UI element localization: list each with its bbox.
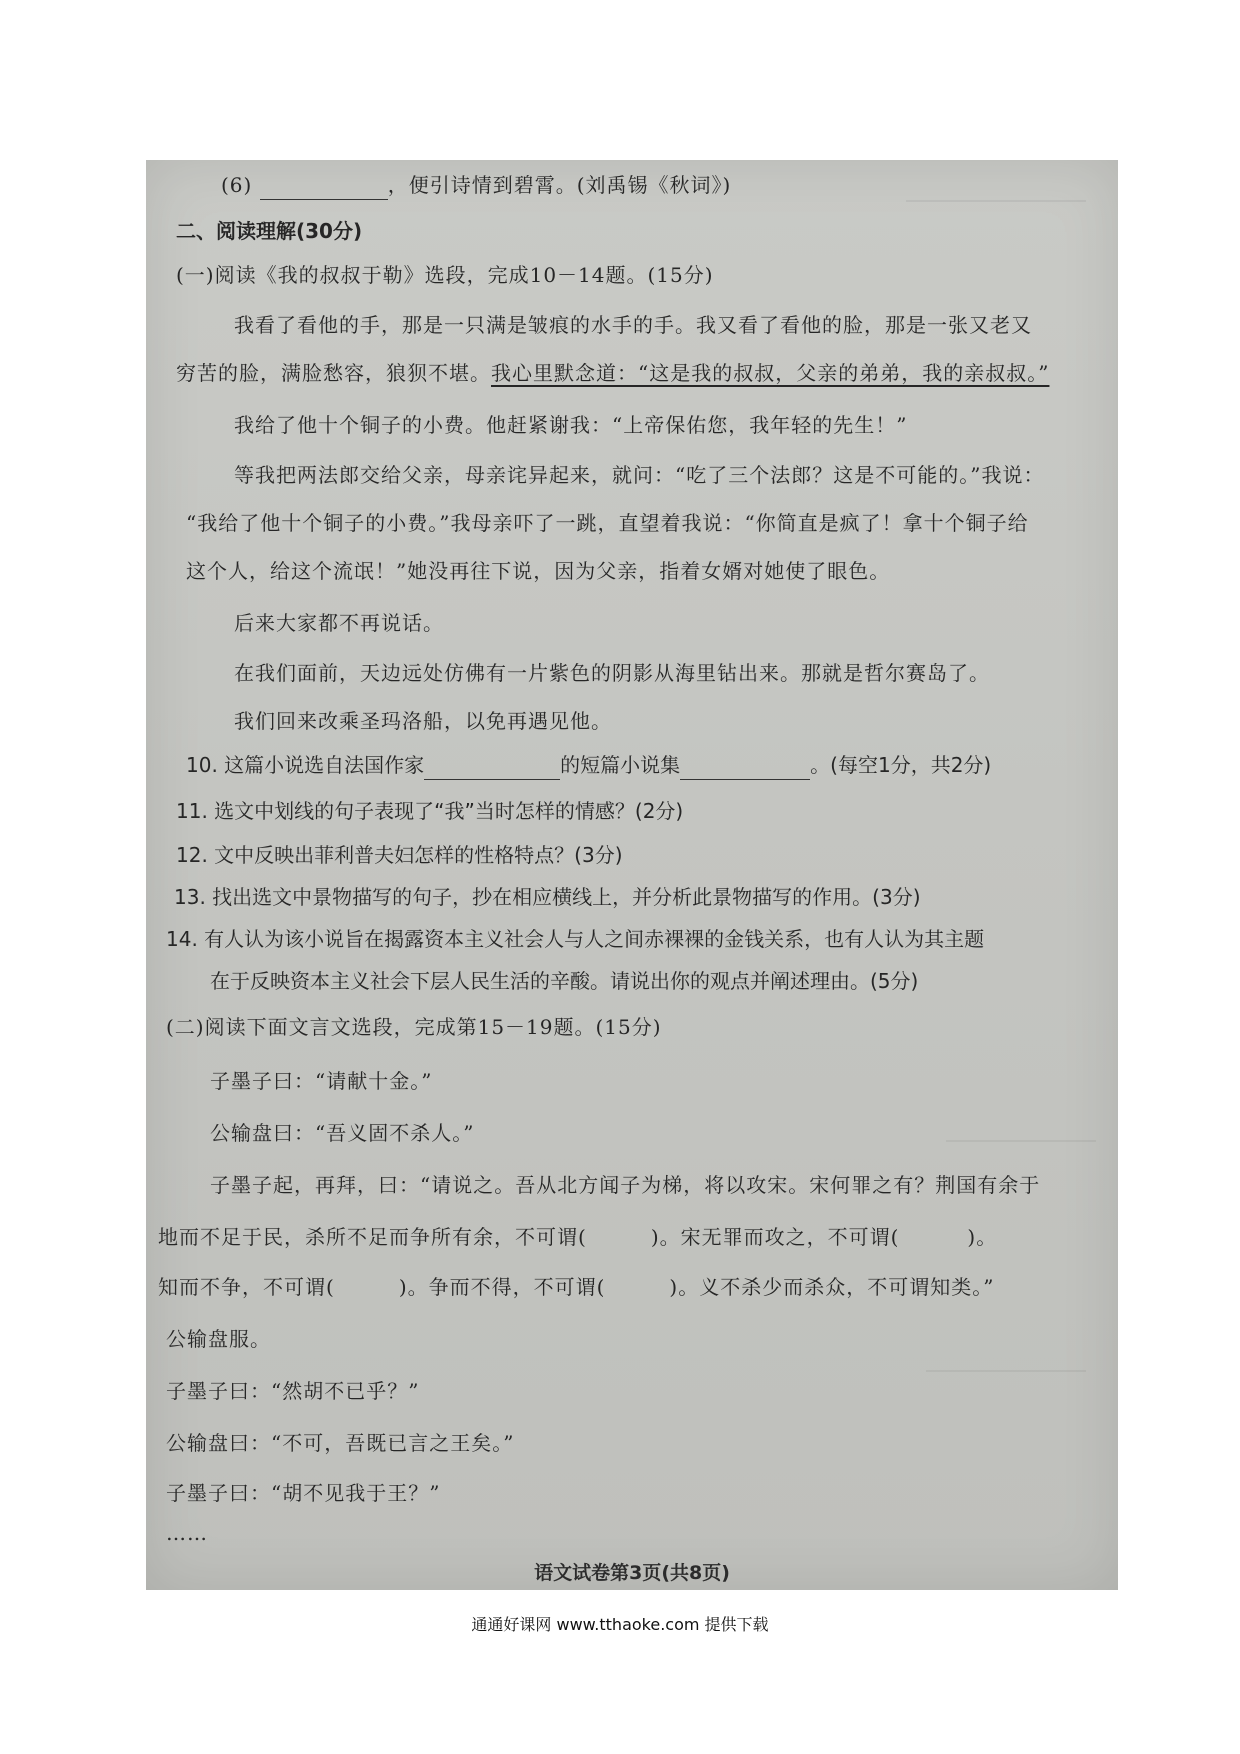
passage-para-3a: 等我把两法郎交给父亲，母亲诧异起来，就问：“吃了三个法郎？这是不可能的。”我说： (234, 463, 1045, 487)
question-13: 13. 找出选文中景物描写的句子，抄在相应横线上，并分析此景物描写的作用。(3分) (174, 885, 921, 909)
passage-para-2: 我给了他十个铜子的小费。他赶紧谢我：“上帝保佑您，我年轻的先生！” (234, 413, 908, 437)
answer-blank (260, 175, 388, 200)
question-6: (6) ，便引诗情到碧霄。(刘禹锡《秋词》) (221, 170, 731, 200)
question-10: 10. 这篇小说选自法国作家 的短篇小说集 。(每空1分，共2分) (186, 750, 991, 780)
question-11: 11. 选文中划线的句子表现了“我”当时怎样的情感？(2分) (176, 799, 684, 823)
ellipsis: …… (166, 1521, 208, 1545)
download-credit: 通通好课网 www.tthaoke.com 提供下载 (471, 1615, 769, 1634)
passage-para-1a: 我看了看他的手，那是一只满是皱痕的水手的手。我又看了看他的脸，那是一张又老又 (234, 313, 1032, 337)
section-heading-reading: 二、阅读理解(30分) (176, 219, 363, 243)
passage-para-5: 在我们面前，天边远处仿佛有一片紫色的阴影从海里钻出来。那就是哲尔赛岛了。 (234, 661, 990, 685)
classical-line-2: 公输盘曰：“吾义固不杀人。” (210, 1121, 475, 1145)
classical-line-3b: 地而不足于民，杀所不足而争所有余，不可谓( )。宋无罪而攻之，不可谓( )。 (158, 1225, 998, 1249)
classical-line-7: 子墨子曰：“胡不见我于王？” (166, 1481, 441, 1505)
classical-line-3a: 子墨子起，再拜，曰：“请说之。吾从北方闻子为梯，将以攻宋。宋何罪之有？荆国有余于 (210, 1173, 1041, 1197)
passage-para-3b: “我给了他十个铜子的小费。”我母亲吓了一跳，直望着我说：“你简直是疯了！拿十个铜子给 (186, 511, 1029, 535)
passage-para-3c: 这个人，给这个流氓！”她没再往下说，因为父亲，指着女婿对她使了眼色。 (186, 559, 891, 583)
part2-intro: (二)阅读下面文言文选段，完成第15－19题。(15分) (166, 1015, 662, 1039)
classical-line-4: 公输盘服。 (166, 1327, 271, 1351)
question-12: 12. 文中反映出菲利普夫妇怎样的性格特点？(3分) (176, 843, 623, 867)
classical-line-5: 子墨子曰：“然胡不已乎？” (166, 1379, 420, 1403)
passage-para-6: 我们回来改乘圣玛洛船，以免再遇见他。 (234, 709, 612, 733)
page-footer: 语文试卷第3页(共8页) (534, 1562, 730, 1584)
classical-line-6: 公输盘曰：“不可，吾既已言之王矣。” (166, 1431, 515, 1455)
question-14b: 在于反映资本主义社会下层人民生活的辛酸。请说出你的观点并阐述理由。(5分) (210, 969, 919, 993)
scanned-exam-page (146, 160, 1118, 1590)
classical-line-3c: 知而不争，不可谓( )。争而不得，不可谓( )。义不杀少而杀众，不可谓知类。” (158, 1275, 995, 1299)
answer-blank (680, 755, 810, 780)
question-14a: 14. 有人认为该小说旨在揭露资本主义社会人与人之间赤裸裸的金钱关系，也有人认为其主题 (166, 927, 985, 951)
classical-line-1: 子墨子曰：“请献十金。” (210, 1069, 433, 1093)
part1-intro: (一)阅读《我的叔叔于勒》选段，完成10－14题。(15分) (176, 263, 714, 287)
passage-para-1b: 穷苦的脸，满脸愁容，狼狈不堪。我心里默念道：“这是我的叔叔，父亲的弟弟，我的亲叔叔。” (176, 361, 1050, 385)
passage-para-4: 后来大家都不再说话。 (234, 611, 444, 635)
answer-blank (424, 755, 560, 780)
underlined-sentence: 我心里默念道：“这是我的叔叔，父亲的弟弟，我的亲叔叔。” (491, 361, 1050, 385)
